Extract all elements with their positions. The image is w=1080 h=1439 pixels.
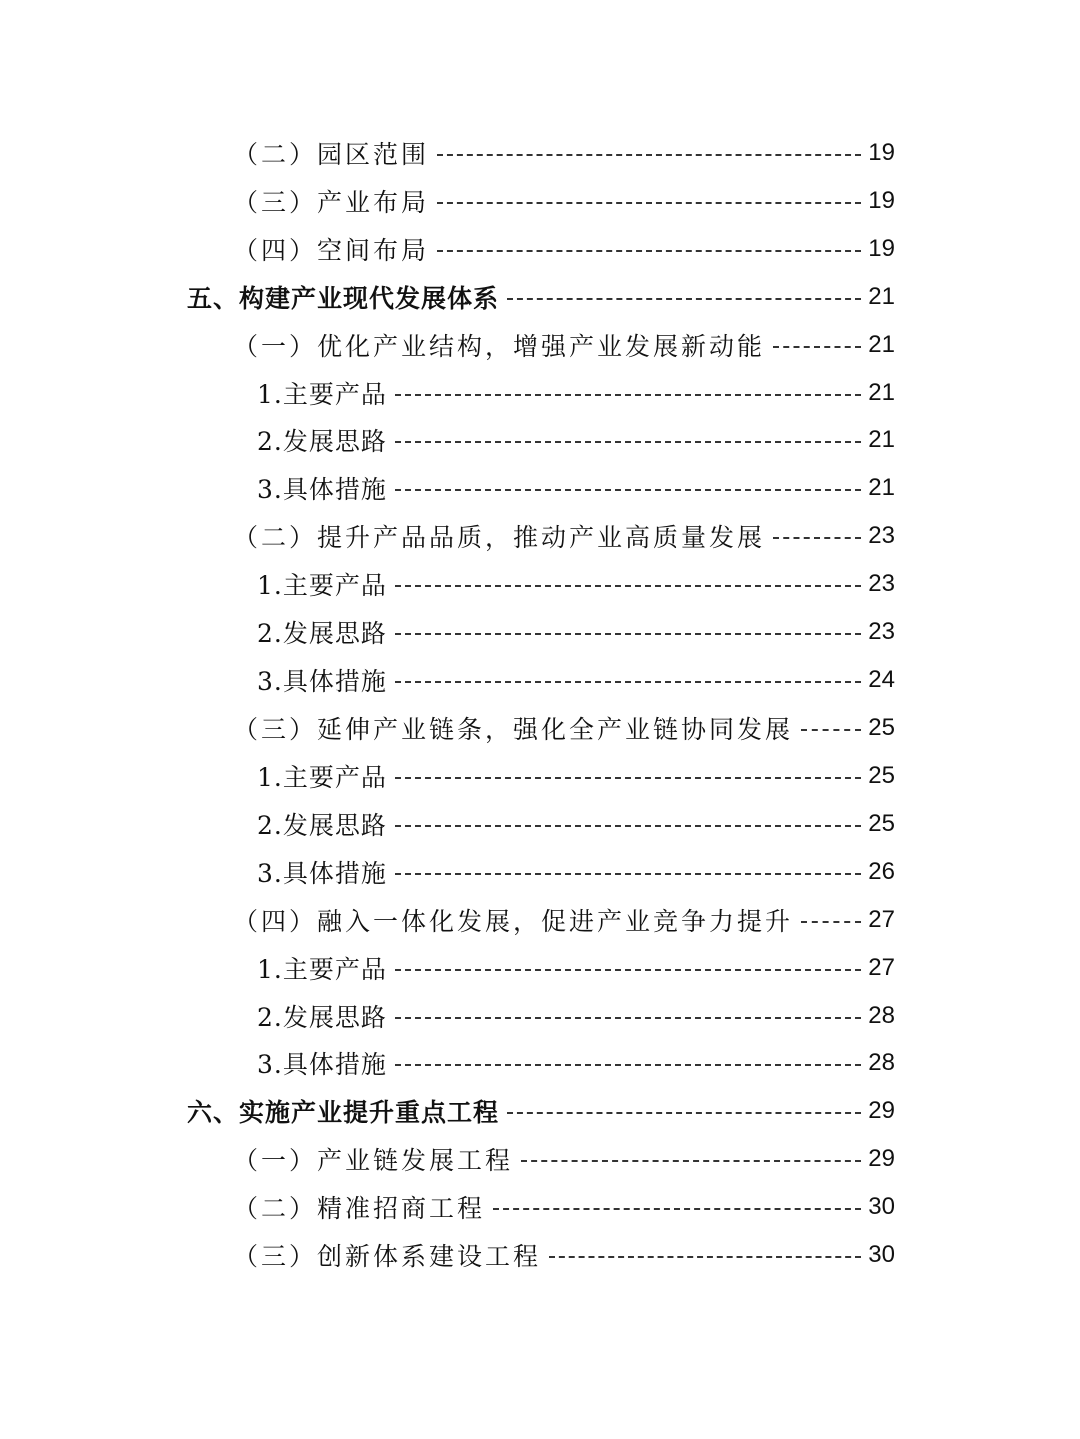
dot-leader: [395, 633, 861, 635]
dot-leader: [395, 777, 861, 779]
dot-leader: [493, 1208, 861, 1210]
toc-entry: [233, 896, 895, 944]
toc-entry: [233, 225, 895, 273]
toc-entry-title: （二）园区范围: [233, 139, 430, 169]
dot-leader: [395, 441, 861, 443]
toc-subentry: [257, 464, 895, 512]
toc-entry-page: 25: [868, 761, 895, 789]
toc-entry-page: 21: [868, 378, 895, 406]
toc-entry-page: 21: [868, 282, 895, 310]
toc-entry-title: 2.发展思路: [257, 1002, 387, 1032]
toc-subentry: [257, 752, 895, 800]
toc-entry-title: （二）提升产品品质，推动产业高质量发展: [233, 523, 766, 553]
toc-entry-page: 23: [868, 522, 895, 550]
toc-entry-page: 19: [868, 138, 895, 166]
toc-entry-title: 1.主要产品: [257, 571, 387, 601]
dot-leader: [395, 681, 861, 683]
dot-leader: [437, 202, 861, 204]
toc-entry: [233, 512, 895, 560]
toc-entry-title: 3.具体措施: [257, 667, 387, 697]
dot-leader: [507, 1112, 861, 1114]
toc-subentry: [257, 944, 895, 992]
toc-entry-page: 28: [868, 1001, 895, 1029]
toc-entry-title: 3.具体措施: [257, 1050, 387, 1080]
toc-entry: [233, 1135, 895, 1183]
toc-entry-page: 30: [868, 1241, 895, 1269]
toc-entry: [233, 177, 895, 225]
toc-subentry: [257, 992, 895, 1040]
toc-entry-page: 25: [868, 809, 895, 837]
toc-entry-page: 21: [868, 330, 895, 358]
toc-entry-title: （四）空间布局: [233, 235, 430, 265]
toc-entry-page: 21: [868, 426, 895, 454]
toc-entry-title: 1.主要产品: [257, 379, 387, 409]
toc-entry-title: （一）产业链发展工程: [233, 1146, 514, 1176]
toc-entry-page: 25: [868, 714, 895, 742]
toc-entry-page: 19: [868, 234, 895, 262]
dot-leader: [395, 1017, 861, 1019]
toc-entry-page: 26: [868, 857, 895, 885]
table-of-contents: [0, 129, 1080, 1279]
toc-entry: [233, 321, 895, 369]
toc-entry-title: 3.具体措施: [257, 858, 387, 888]
toc-entry-title: （一）优化产业结构，增强产业发展新动能: [233, 331, 766, 361]
toc-entry-title: （三）产业布局: [233, 187, 430, 217]
dot-leader: [395, 489, 861, 491]
toc-entry-page: 23: [868, 570, 895, 598]
toc-entry-title: 1.主要产品: [257, 762, 387, 792]
dot-leader: [773, 346, 861, 348]
toc-entry: [233, 1231, 895, 1279]
toc-entry-page: 28: [868, 1049, 895, 1077]
toc-entry-title: （四）融入一体化发展，促进产业竞争力提升: [233, 906, 794, 936]
toc-entry-title: 1.主要产品: [257, 954, 387, 984]
toc-entry-page: 23: [868, 618, 895, 646]
toc-subentry: [257, 656, 895, 704]
dot-leader: [395, 1064, 861, 1066]
toc-entry-title: （三）延伸产业链条，强化全产业链协同发展: [233, 715, 794, 745]
toc-subentry: [257, 800, 895, 848]
toc-entry: [233, 1183, 895, 1231]
toc-entry-page: 19: [868, 186, 895, 214]
toc-subentry: [257, 608, 895, 656]
toc-chapter-entry: [187, 273, 895, 321]
toc-entry-page: 30: [868, 1193, 895, 1221]
toc-entry-title: 2.发展思路: [257, 427, 387, 457]
dot-leader: [395, 969, 861, 971]
toc-entry-page: 21: [868, 474, 895, 502]
dot-leader: [437, 250, 861, 252]
dot-leader: [801, 921, 861, 923]
toc-subentry: [257, 369, 895, 417]
toc-entry-title: （二）精准招商工程: [233, 1194, 486, 1224]
dot-leader: [395, 873, 861, 875]
dot-leader: [395, 394, 861, 396]
toc-entry-page: 27: [868, 953, 895, 981]
toc-entry-page: 27: [868, 905, 895, 933]
toc-entry-title: 3.具体措施: [257, 475, 387, 505]
toc-entry-page: 29: [868, 1097, 895, 1125]
toc-entry-page: 24: [868, 666, 895, 694]
toc-entry: [233, 704, 895, 752]
dot-leader: [549, 1256, 861, 1258]
dot-leader: [437, 154, 861, 156]
toc-chapter-entry: [187, 1087, 895, 1135]
toc-entry-title: （三）创新体系建设工程: [233, 1242, 542, 1272]
toc-entry-title: 2.发展思路: [257, 810, 387, 840]
toc-subentry: [257, 417, 895, 465]
toc-entry: [233, 129, 895, 177]
dot-leader: [395, 825, 861, 827]
toc-entry-title: 2.发展思路: [257, 619, 387, 649]
dot-leader: [507, 298, 861, 300]
toc-entry-title: 六、实施产业提升重点工程: [187, 1098, 500, 1128]
toc-subentry: [257, 848, 895, 896]
dot-leader: [773, 537, 861, 539]
dot-leader: [395, 585, 861, 587]
toc-subentry: [257, 560, 895, 608]
toc-entry-title: 五、构建产业现代发展体系: [187, 283, 500, 313]
toc-subentry: [257, 1040, 895, 1088]
dot-leader: [801, 729, 861, 731]
dot-leader: [521, 1160, 861, 1162]
toc-entry-page: 29: [868, 1145, 895, 1173]
